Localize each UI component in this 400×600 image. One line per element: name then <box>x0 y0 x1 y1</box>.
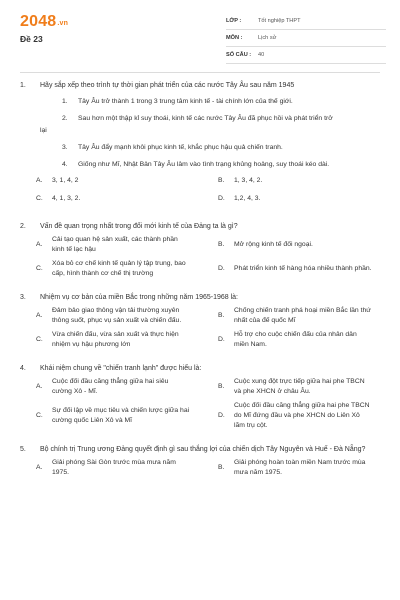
answer-option-b[interactable] <box>202 176 384 186</box>
question-number: 1. <box>20 82 26 89</box>
answer-option-c[interactable] <box>20 259 202 279</box>
question-text: Hãy sắp xếp theo trình tự thời gian phát triển của các nước Tây Âu sau năm 1945 <box>40 82 295 89</box>
option-letter: D. <box>218 412 225 419</box>
question-stem <box>20 80 384 91</box>
ordering-item <box>20 142 384 153</box>
question-text: Khái niệm chung về "chiến tranh lạnh" được hiểu là: <box>40 365 202 372</box>
option-text: Hỗ trợ cho cuộc chiến đấu của nhân dân miền Nam. <box>234 331 357 348</box>
option-text: Chống chiến tranh phá hoại miền Bắc lần thứ nhất của đế quốc Mĩ <box>234 307 371 324</box>
item-number: 4. <box>62 161 68 168</box>
answer-option-c[interactable] <box>20 330 202 350</box>
answer-option-c[interactable] <box>20 194 202 204</box>
question-number: 3. <box>20 294 26 301</box>
option-letter: A. <box>36 177 43 184</box>
option-text: 1, 3, 4, 2. <box>234 177 263 184</box>
exam-header <box>0 0 400 62</box>
option-letter: A. <box>36 464 43 471</box>
meta-label: LỚP : <box>226 18 242 24</box>
question-4 <box>20 363 384 435</box>
meta-label: SỐ CÂU : <box>226 52 252 58</box>
ordering-item <box>20 159 384 170</box>
answer-option-a[interactable] <box>20 176 202 186</box>
answer-option-d[interactable] <box>202 194 384 204</box>
answer-option-b[interactable] <box>202 458 384 478</box>
logo-suffix: .vn <box>57 20 69 27</box>
option-text: 1,2, 4, 3. <box>234 195 261 202</box>
item-number: 3. <box>62 144 68 151</box>
option-letter: C. <box>36 195 43 202</box>
answer-options <box>20 235 384 283</box>
answer-option-a[interactable] <box>20 306 202 326</box>
item-text: Tây Âu trở thành 1 trong 3 trung tâm kinh tế - tài chính lớn của thế giới. <box>78 98 293 105</box>
option-text: Cuộc xung đột trực tiếp giữa hai phe TBCN và phe XHCN ở châu Âu. <box>234 378 365 395</box>
option-letter: D. <box>218 265 225 272</box>
answer-options <box>20 306 384 354</box>
meta-row-class <box>226 13 386 30</box>
option-letter: B. <box>218 177 225 184</box>
answer-options <box>20 458 384 482</box>
answer-option-d[interactable] <box>202 259 384 279</box>
option-letter: B. <box>218 383 225 390</box>
option-letter: B. <box>218 241 225 248</box>
question-stem <box>20 363 384 374</box>
question-text: Vấn đề quan trọng nhất trong đổi mới kinh tế của Đảng ta là gì? <box>40 223 238 230</box>
question-5 <box>20 444 384 482</box>
answer-option-d[interactable] <box>202 330 384 350</box>
answer-option-b[interactable] <box>202 377 384 397</box>
meta-value: 40 <box>258 52 265 58</box>
meta-value: Lịch sử <box>258 35 277 41</box>
option-text: 3, 1, 4, 2 <box>52 177 79 184</box>
question-text: Bộ chính trị Trung ương Đảng quyết định gì sau thắng lợi của chiến dịch Tây Nguyên và Huế - Đà Nẵng? <box>40 446 366 453</box>
meta-value: Tốt nghiệp THPT <box>258 18 301 24</box>
answer-option-d[interactable] <box>202 401 384 431</box>
option-text: Cải tạo quan hệ sản xuất, các thành phần kinh tế lạc hậu <box>52 236 178 253</box>
question-3 <box>20 292 384 354</box>
answer-option-a[interactable] <box>20 235 202 255</box>
option-text: Giải phóng Sài Gòn trước mùa mưa năm 1975. <box>52 459 176 476</box>
option-text: Vừa chiến đấu, vừa sản xuất và thực hiện nhiệm vụ hậu phương lớn <box>52 331 179 348</box>
answer-option-a[interactable] <box>20 458 202 478</box>
ordering-item <box>20 113 384 136</box>
option-letter: A. <box>36 312 43 319</box>
answer-option-c[interactable] <box>20 401 202 431</box>
option-text: Sự đối lập về mục tiêu và chiến lược giữa hai cường quốc Liên Xô và Mĩ <box>52 407 190 424</box>
question-number: 4. <box>20 365 26 372</box>
option-text: Cuộc đối đầu căng thẳng giữa hai siêu cường Xô - Mĩ. <box>52 378 169 395</box>
item-number: 2. <box>62 115 68 122</box>
option-letter: B. <box>218 312 225 319</box>
question-text: Nhiệm vụ cơ bản của miền Bắc trong những năm 1965-1968 là: <box>40 294 239 301</box>
answer-options <box>20 377 384 435</box>
option-letter: A. <box>36 241 43 248</box>
logo-text: 2048 <box>20 13 57 30</box>
answer-option-a[interactable] <box>20 377 202 397</box>
header-divider <box>20 72 380 73</box>
question-number: 2. <box>20 223 26 230</box>
question-2 <box>20 221 384 283</box>
question-stem <box>20 292 384 303</box>
option-text: Xóa bỏ cơ chế kinh tế quản lý tập trung, bao cấp, hình thành cơ chế thị trường <box>52 260 186 277</box>
item-number: 1. <box>62 98 68 105</box>
item-text: Tây Âu đẩy mạnh khôi phục kinh tế, khắc phục hậu quả chiến tranh. <box>78 144 283 151</box>
site-logo[interactable] <box>20 13 68 31</box>
option-letter: D. <box>218 195 225 202</box>
option-text: Đảm bảo giao thông vận tải thường xuyên thông suốt, phục vụ sản xuất và chiến đấu. <box>52 307 182 324</box>
option-letter: B. <box>218 464 225 471</box>
option-text: Mở rộng kinh tế đối ngoại. <box>234 241 313 248</box>
ordering-item <box>20 96 384 107</box>
option-text: Phát triển kinh tế hàng hóa nhiều thành phần. <box>234 265 372 272</box>
item-text: Sau hơn một thập kỉ suy thoái, kinh tế các nước Tây Âu đã phục hồi và phát triển trở <box>78 115 333 122</box>
option-letter: C. <box>36 336 43 343</box>
question-number: 5. <box>20 446 26 453</box>
option-letter: C. <box>36 412 43 419</box>
option-text: 4, 1, 3, 2. <box>52 195 81 202</box>
question-stem <box>20 221 384 232</box>
exam-meta <box>226 13 386 64</box>
option-letter: A. <box>36 383 43 390</box>
option-letter: D. <box>218 336 225 343</box>
option-text: Giải phóng hoàn toàn miền Nam trước mùa mưa năm 1975. <box>234 459 366 476</box>
question-list <box>20 80 384 491</box>
item-text-continuation: lại <box>40 127 47 134</box>
item-text: Giống như Mĩ, Nhật Bản Tây Âu lâm vào tình trạng khủng hoảng, suy thoái kéo dài. <box>78 161 330 168</box>
ordering-items <box>20 96 384 170</box>
meta-row-count <box>226 47 386 64</box>
exam-title: Đề 23 <box>20 34 43 44</box>
answer-option-b[interactable] <box>202 306 384 326</box>
option-text: Cuộc đối đầu căng thẳng giữa hai phe TBCN do Mĩ đứng đầu và phe XHCN do Liên Xô lãm trụ cột. <box>234 402 370 429</box>
answer-options <box>20 176 384 212</box>
meta-label: MÔN : <box>226 35 243 41</box>
option-letter: C. <box>36 265 43 272</box>
meta-row-subject <box>226 30 386 47</box>
question-1 <box>20 80 384 212</box>
answer-option-b[interactable] <box>202 235 384 255</box>
question-stem <box>20 444 384 455</box>
